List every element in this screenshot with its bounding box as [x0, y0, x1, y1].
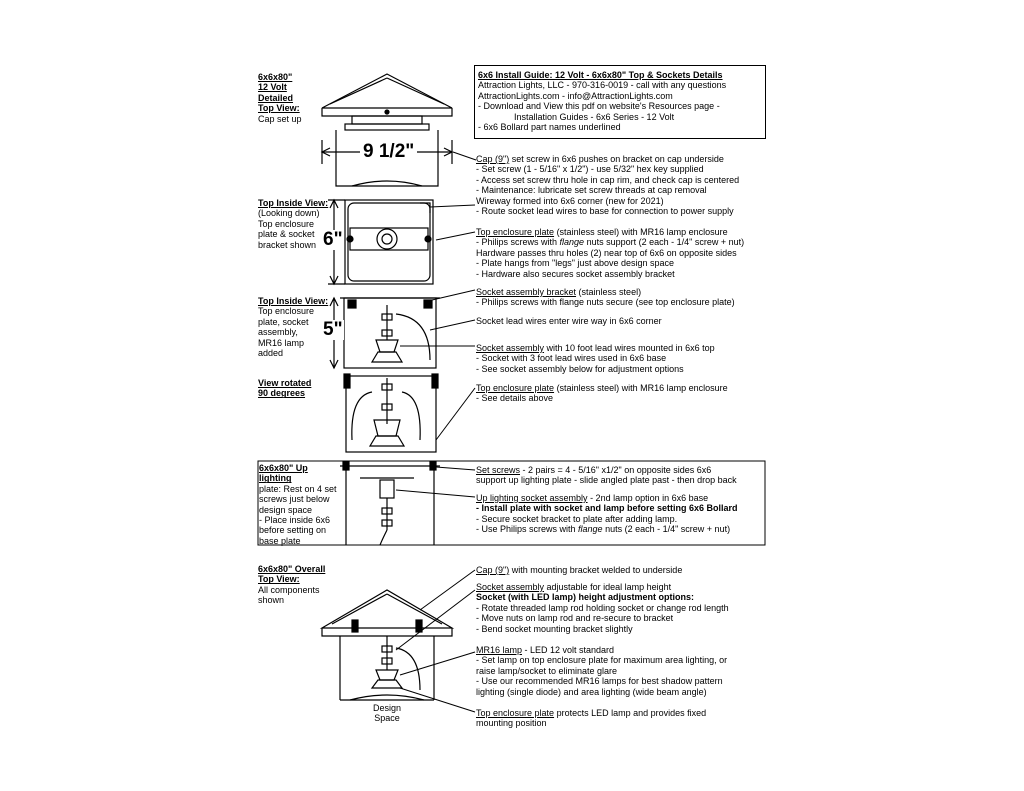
- label-top-inside-view-lamp: Top Inside View: Top enclosure plate, socket assembly, MR16 lamp added: [258, 296, 329, 359]
- guide-title: 6x6 Install Guide: 12 Volt - 6x6x80" Top & Sockets Details: [478, 70, 723, 80]
- rotated-view-drawing: [344, 374, 438, 452]
- note-mr16-lamp: MR16 lamp - LED 12 volt standard - Set lamp on top enclosure plate for maximum area lighting, or raise lamp/socket to eliminate glare - Use our recommended MR16 lamps for best shadow pattern lighting (single diode) and area lighting (wide beam angle): [476, 645, 728, 697]
- guides-line: Installation Guides - 6x6 Series - 12 Volt: [514, 111, 675, 122]
- overall-view-drawing: [322, 590, 452, 700]
- note-socket-assembly: Socket assembly with 10 foot lead wires mounted in 6x6 top - Socket with 3 foot lead wires used in 6x6 base - See socket assembly below for adjustment options: [476, 343, 715, 374]
- label-overall-top-view: 6x6x80" Overall Top View: All components shown: [258, 564, 326, 606]
- download-line: - Download and View this pdf on website's Resources page -: [478, 101, 720, 112]
- note-lead-wires: Socket lead wires enter wire way in 6x6 corner: [476, 316, 662, 326]
- height-dimension: 5": [323, 319, 343, 340]
- note-cap: Cap (9") set screw in 6x6 pushes on bracket on cap underside - Set screw (1 - 5/16" x 1/2") - use 5/32" hex key supplied - Access set screw thru hole in cap rim, and check cap is centered - Maintenance: lubricate set screw threads at cap removal Wireway formed into 6x6 corner (new for 2021) - Route socket lead wires to base for connection to power supply: [476, 154, 740, 217]
- inside-dimension: 6": [323, 229, 343, 250]
- note-socket-adjustable: Socket assembly adjustable for ideal lamp height Socket (with LED lamp) height adjustment options: - Rotate threaded lamp rod holding socket or change rod length - Move nuts on lamp rod and re-secure to bracket - Bend socket mounting bracket slightly: [476, 582, 729, 634]
- note-cap-2: Cap (9") with mounting bracket welded to underside: [476, 565, 683, 575]
- label-top-inside-view: Top Inside View: (Looking down) Top enclosure plate & socket bracket shown: [258, 198, 329, 250]
- company-line: Attraction Lights, LLC - 970-316-0019 - call with any questions: [478, 80, 727, 91]
- note-set-screws: Set screws - 2 pairs = 4 - 5/16" x1/2" on opposite sides 6x6 support up lighting plate - slide angled plate past - then drop back: [476, 465, 737, 486]
- cap-detail-drawing: [322, 74, 452, 186]
- label-detailed-top-view: 6x6x80" 12 Volt Detailed Top View: Cap set up: [258, 72, 302, 124]
- underline-note: - 6x6 Bollard part names underlined: [478, 122, 621, 133]
- width-dimension: 9 1/2": [360, 142, 417, 162]
- note-top-enclosure-plate: Top enclosure plate (stainless steel) with MR16 lamp enclosure - Philips screws with flange nuts support (2 each - 1/4" screw + nut) Hardware passes thru holes (2) near top of 6x6 on opposite sides - Plate hangs from "legs" just above design space - Hardware also secures socket assembly bracket: [476, 227, 745, 279]
- note-up-lighting-socket: Up lighting socket assembly - 2nd lamp option in 6x6 base - Install plate with socket and lamp before setting 6x6 Bollard - Secure socket bracket to plate after adding lamp. - Use Philips screws with flange nuts (2 each - 1/4" screw + nut): [476, 493, 738, 535]
- website-line: AttractionLights.com - info@AttractionLights.com: [478, 90, 673, 101]
- note-top-enclosure-plate-3: Top enclosure plate protects LED lamp and provides fixed mounting position: [476, 708, 707, 729]
- top-inside-view-drawing: [328, 200, 433, 284]
- label-design-space: Design Space: [372, 703, 401, 724]
- note-top-enclosure-plate-2: Top enclosure plate (stainless steel) with MR16 lamp enclosure - See details above: [476, 383, 728, 404]
- note-socket-bracket: Socket assembly bracket (stainless steel) - Philips screws with flange nuts secure (see top enclosure plate): [476, 287, 735, 308]
- title-box: [474, 65, 766, 139]
- label-up-lighting-plate: 6x6x80" Up lighting plate: Rest on 4 set screws just below design space - Place inside 6x6 before setting on base plate: [259, 463, 337, 546]
- label-rotated-view: View rotated 90 degrees: [258, 378, 312, 399]
- socket-assembly-drawing: [330, 298, 440, 368]
